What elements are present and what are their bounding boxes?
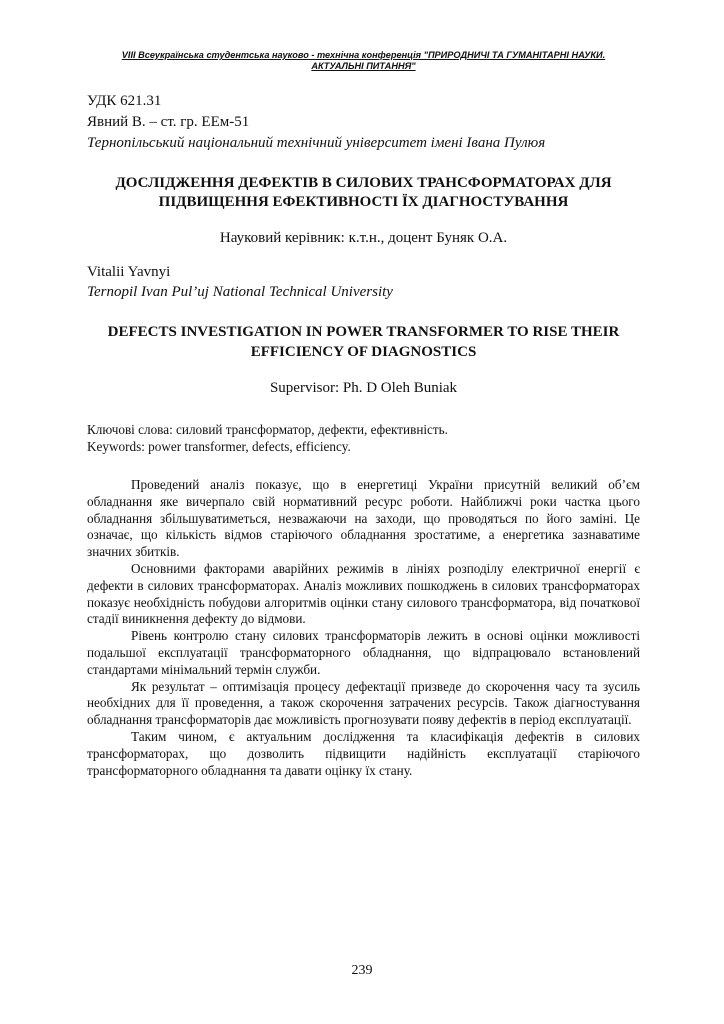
paper-page <box>87 50 640 779</box>
author-english: Vitalii Yavnyi <box>87 264 171 280</box>
paragraph: Таким чином, є актуальним дослідження та класифікація дефектів в силових трансформаторах, що дозволить підвищити надійність експлуатації старіючого трансформаторного обладнання та давати оцінку їх стану. <box>87 728 640 778</box>
title-ukrainian: ДОСЛІДЖЕННЯ ДЕФЕКТІВ В СИЛОВИХ ТРАНСФОРМАТОРАХ ДЛЯ ПІДВИЩЕННЯ ЕФЕКТИВНОСТІ ЇХ ДІАГНОСТУВАННЯ <box>115 175 612 210</box>
udk-code: УДК 621.31 <box>87 93 162 109</box>
paragraph: Як результат – оптимізація процесу дефектації призведе до скорочення часу та зусиль необхідних для її проведення, а також скорочення затрачених ресурсів. Також діагностування обладнання трансформаторів дає можливість прогнозувати появу дефектів в період експлуатації. <box>87 678 640 728</box>
paragraph: Основними факторами аварійних режимів в лініях розподілу електричної енергії є дефекти в силових трансформаторах. Аналіз можливих пошкоджень в силових трансформаторах показує необхідність побудови алгоритмів оцінки стану силового трансформатора, від початкової стадії виникнення дефекту до відмови. <box>87 560 640 627</box>
paragraph: Проведений аналіз показує, що в енергетиці України присутній великий об’єм обладнання яке вичерпало свій нормативний ресурс роботи. Найближчі роки частка цього обладнання збільшуватиметься, незважаючи на заходи, що проводяться по його заміні. Це означає, що кількість відмов старіючого обладнання зростатиме, а енергетика зазнаватиме значних збитків. <box>87 477 640 560</box>
body-text <box>87 477 640 779</box>
keywords-english: Keywords: power transformer, defects, efficiency. <box>87 439 351 454</box>
keywords-ukrainian: Ключові слова: силовий трансформатор, дефекти, ефективність. <box>87 422 448 437</box>
author-ukrainian: Явний В. – ст. гр. ЕЕм-51 <box>87 114 250 130</box>
supervisor-english: Supervisor: Ph. D Oleh Buniak <box>269 380 458 396</box>
supervisor-ukrainian: Науковий керівник: к.т.н., доцент Буняк О.А. <box>219 230 508 246</box>
keywords-block <box>87 421 640 455</box>
affiliation-english: Ternopil Ivan Pul’uj National Technical University <box>87 284 393 300</box>
title-english: DEFECTS INVESTIGATION IN POWER TRANSFORMER TO RISE THEIR EFFICIENCY OF DIAGNOSTICS <box>107 324 620 360</box>
paragraph: Рівень контролю стану силових трансформаторів лежить в основі оцінки можливості подальшої експлуатації трансформаторного обладнання, що відпрацювало встановлений стандартами мінімальний термін служби. <box>87 628 640 677</box>
page-number: 239 <box>351 963 373 978</box>
conference-header: VIII Всеукраїнська студентська науково - технічна конференція "ПРИРОДНИЧІ ТА ГУМАНІТАРНІ НАУКИ. АКТУАЛЬНІ ПИТАННЯ" <box>121 50 606 71</box>
affiliation-ukrainian: Тернопільський національний технічний університет імені Івана Пулюя <box>87 135 546 151</box>
